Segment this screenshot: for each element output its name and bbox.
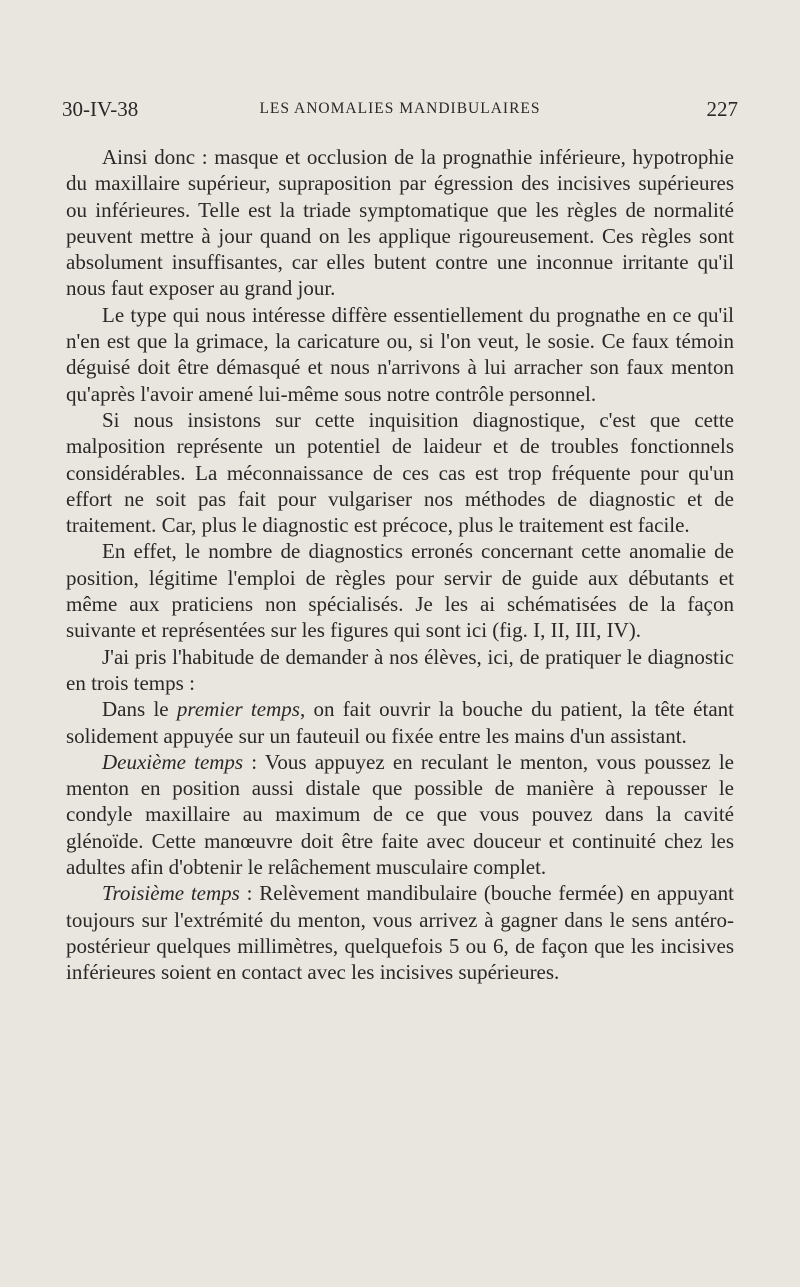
paragraph: Troisième temps : Relèvement mandibulaire (bouche fermée) en appuyant toujours sur l'extrémité du menton, vous arrivez à gagner dans le sens antéro-postérieur quelques millimètres, quelquefois 5 ou 6, de façon que les incisives inférieures soient en contact avec les incisives supérieures. bbox=[66, 881, 734, 985]
paragraph: Dans le premier temps, on fait ouvrir la bouche du patient, la tête étant solidement appuyée sur un fauteuil ou fixée entre les mains d'un assistant. bbox=[66, 697, 734, 748]
emphasis: premier temps bbox=[176, 697, 300, 722]
header-date: 30-IV-38 bbox=[62, 97, 139, 121]
page-number: 227 bbox=[706, 97, 738, 121]
emphasis: Deuxième temps bbox=[102, 749, 244, 774]
paragraph: Si nous insistons sur cette inquisition diagnostique, c'est que cette malposition représente un potentiel de laideur et de troubles fonctionnels considérables. La méconnaissance de ces cas est trop fréquente pour qu'un effort ne soit pas fait pour vulgariser nos méthodes de diagnostic et de traitement. Car, plus le diagnostic est précoce, plus le traitement est facile. bbox=[66, 407, 734, 538]
paragraph: Deuxième temps : Vous appuyez en reculant le menton, vous poussez le menton en position aussi distale que possible de manière à repousser le condyle maxillaire au maximum de ce que vous pouvez dans la cavité glénoïde. Cette manœuvre doit être faite avec douceur et continuité chez les adultes afin d'obtenir le relâchement musculaire complet. bbox=[66, 749, 735, 880]
emphasis: Troisième temps bbox=[102, 881, 240, 906]
body-text bbox=[66, 144, 734, 986]
running-header bbox=[62, 97, 738, 123]
paragraph: En effet, le nombre de diagnostics erronés concernant cette anomalie de position, légitime l'emploi de règles pour servir de guide aux débutants et même aux praticiens non spécialisés. Je les ai schématisées de la façon suivante et représentées sur les figures qui sont ici (fig. I, II, III, IV). bbox=[66, 539, 734, 643]
header-title: LES ANOMALIES MANDIBULAIRES bbox=[259, 100, 541, 117]
paragraph: J'ai pris l'habitude de demander à nos élèves, ici, de pratiquer le diagnostic en trois temps : bbox=[66, 644, 734, 695]
paragraph: Le type qui nous intéresse diffère essentiellement du prognathe en ce qu'il n'en est que la grimace, la caricature ou, si l'on veut, le sosie. Ce faux témoin déguisé doit être démasqué et nous n'arrivons à lui arracher son faux menton qu'après l'avoir amené lui-même sous notre contrôle personnel. bbox=[66, 302, 734, 406]
paragraph: Ainsi donc : masque et occlusion de la prognathie inférieure, hypotrophie du maxillaire supérieur, supraposition par égression des incisives supérieures ou inférieures. Telle est la triade symptomatique que les règles de normalité peuvent mettre à jour quand on les applique rigoureusement. Ces règles sont absolument insuffisantes, car elles butent contre une inconnue irritante qu'il nous faut exposer au grand jour. bbox=[66, 145, 734, 301]
